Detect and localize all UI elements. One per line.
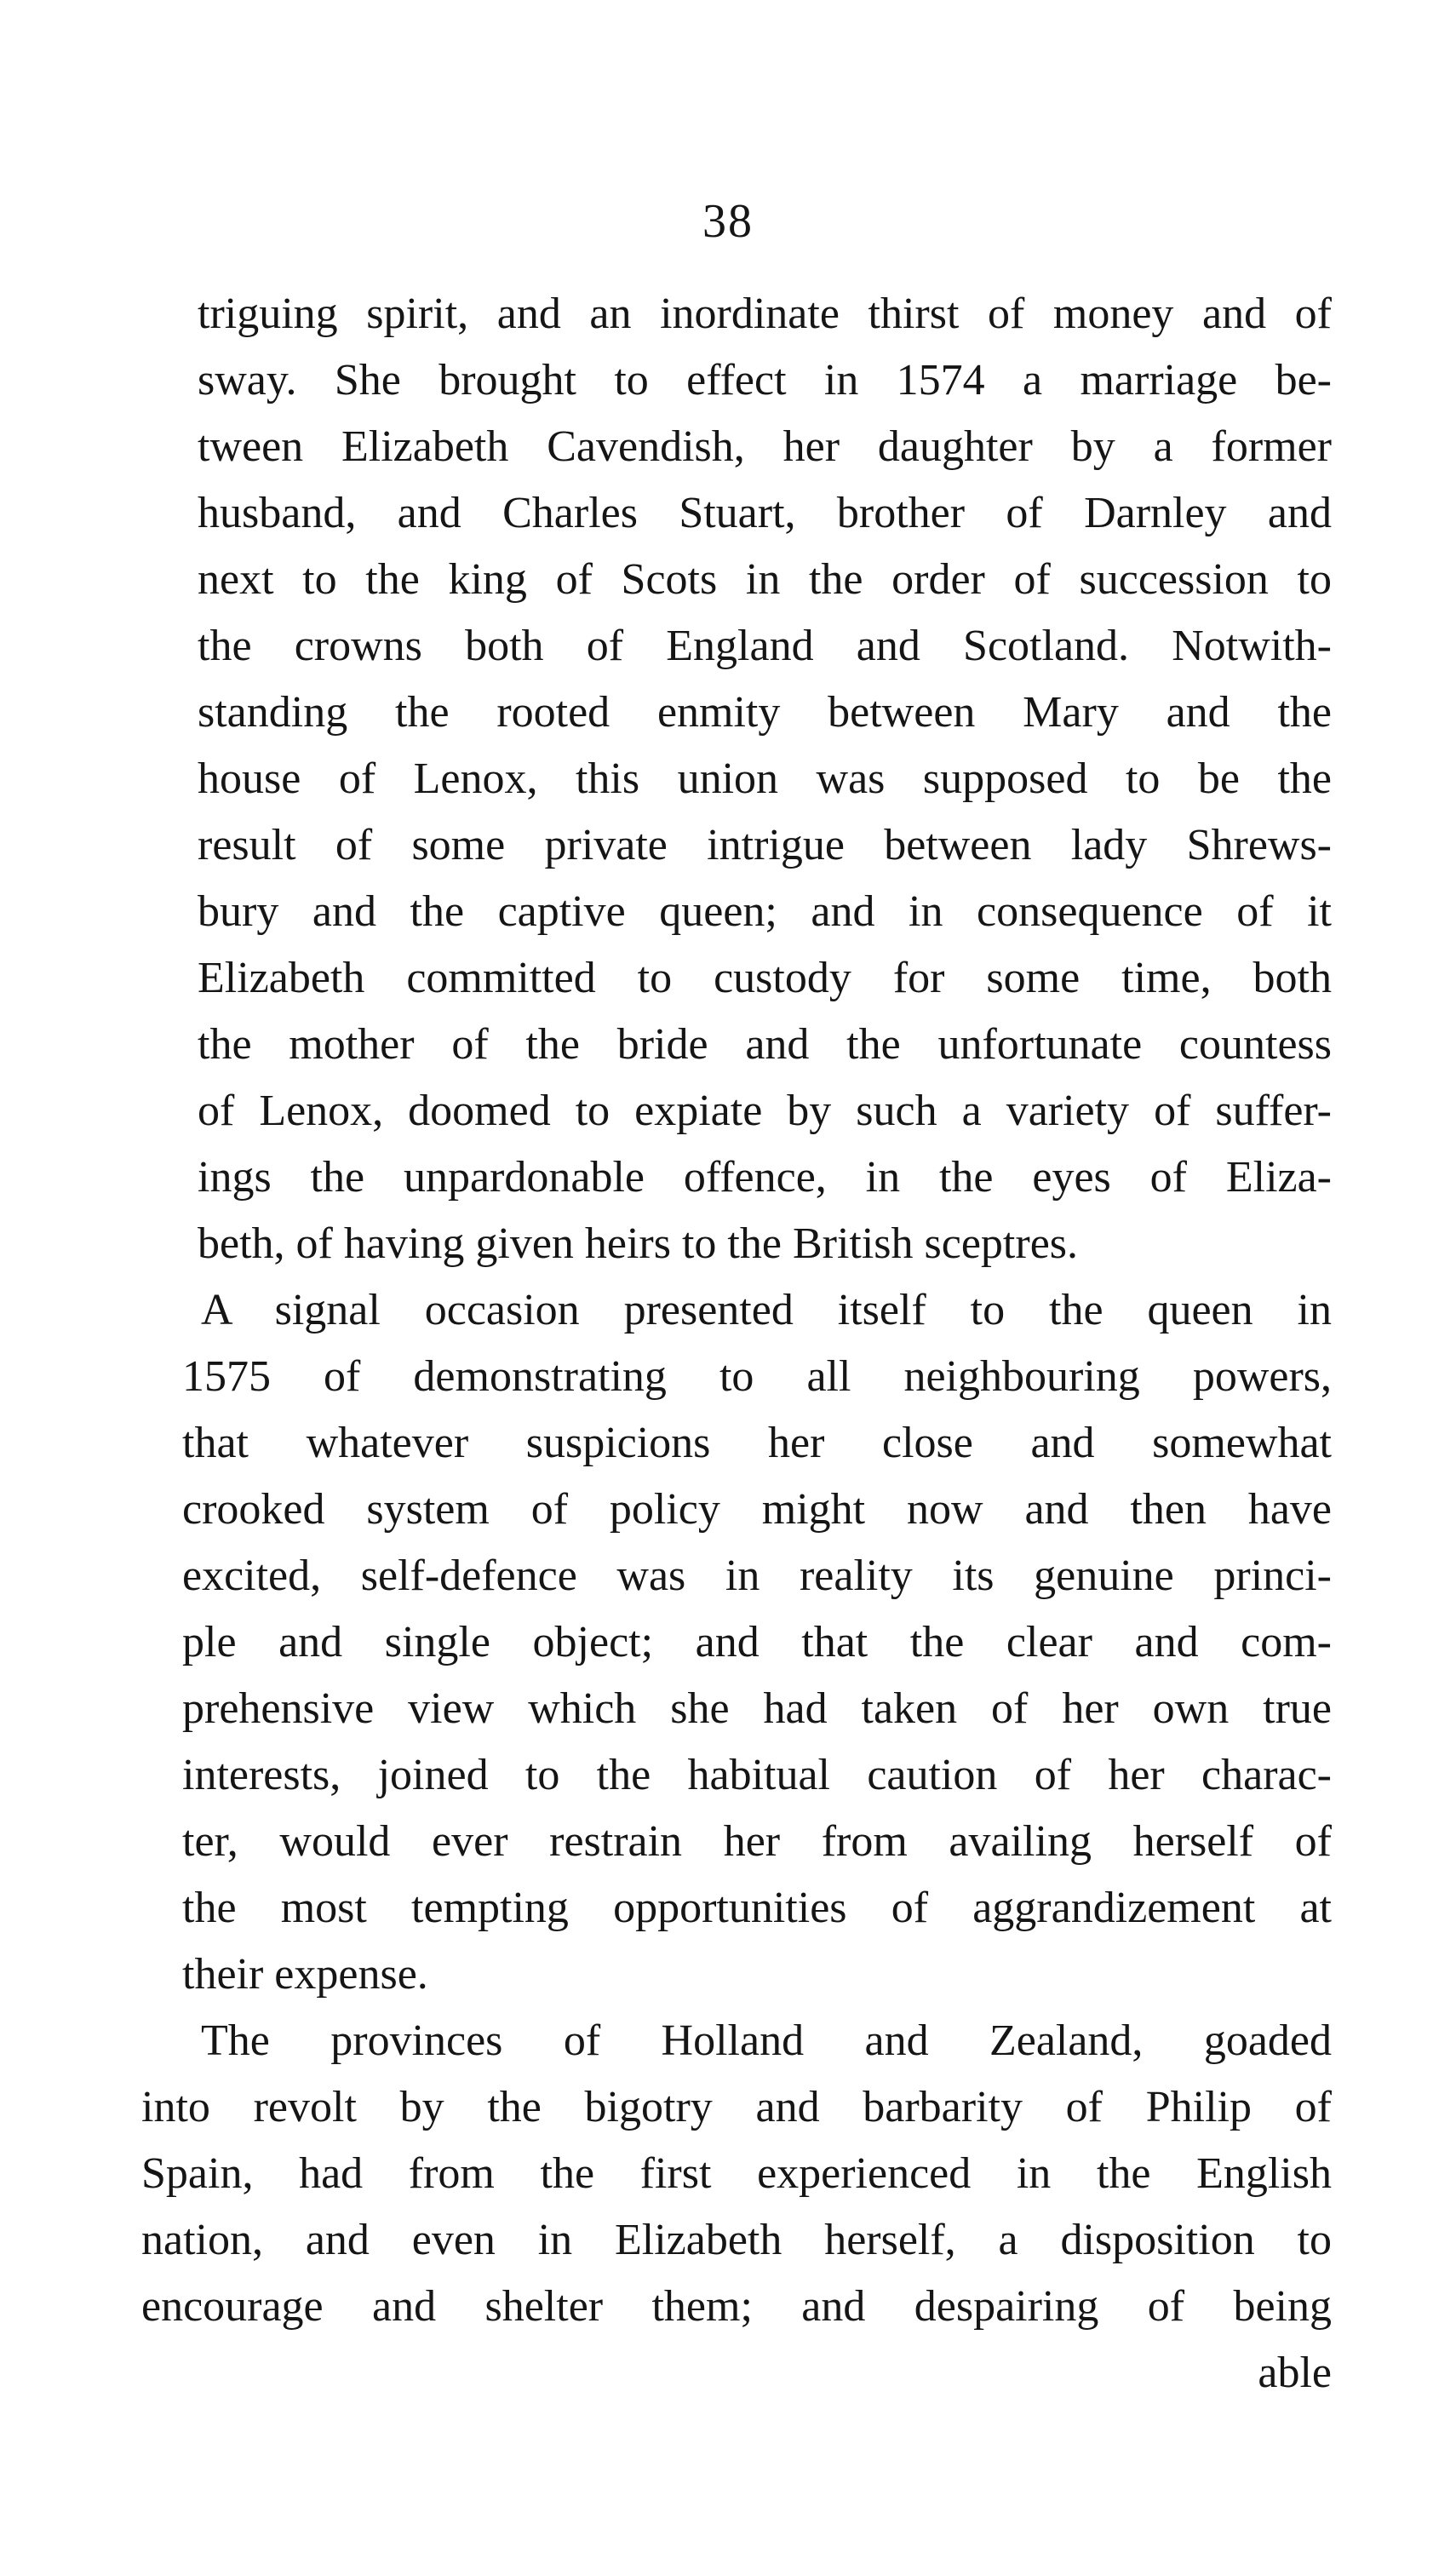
paragraph-start-line: A signal occasion presented itself to the queen in (201, 1286, 1332, 1334)
text-line: of Lenox, doomed to expiate by such a variety of suffer- (198, 1087, 1332, 1135)
text-line: excited, self-defence was in reality its genuine princi- (182, 1552, 1332, 1600)
text-line: encourage and shelter them; and despairing of being (141, 2282, 1332, 2331)
text-line: tween Elizabeth Cavendish, her daughter by a former (198, 422, 1332, 471)
text-line: ter, would ever restrain her from availing herself of (182, 1817, 1332, 1866)
text-line: nation, and even in Elizabeth herself, a disposition to (141, 2216, 1332, 2264)
text-line: husband, and Charles Stuart, brother of Darnley and (198, 489, 1332, 537)
text-line: next to the king of Scots in the order of succession to (198, 555, 1332, 604)
text-line: Elizabeth committed to custody for some time, both (198, 954, 1332, 1002)
text-line: 1575 of demonstrating to all neighbouring powers, (182, 1352, 1332, 1401)
text-line: their expense. (182, 1950, 428, 1999)
text-line: bury and the captive queen; and in consequence of it (198, 887, 1332, 936)
text-line: that whatever suspicions her close and somewhat (182, 1419, 1332, 1467)
text-line: prehensive view which she had taken of her own true (182, 1684, 1332, 1733)
text-line: triguing spirit, and an inordinate thirst of money and of (198, 290, 1332, 338)
page-number: 38 (702, 195, 754, 248)
text-line: interests, joined to the habitual caution of her charac- (182, 1751, 1332, 1799)
text-line: beth, of having given heirs to the British sceptres. (198, 1219, 1079, 1268)
text-line: crooked system of policy might now and then have (182, 1485, 1332, 1534)
catchword: able (1258, 2349, 1332, 2397)
text-line: result of some private intrigue between lady Shrews- (198, 821, 1332, 869)
text-line: ings the unpardonable offence, in the eyes of Eliza- (198, 1153, 1332, 1202)
text-line: sway. She brought to effect in 1574 a marriage be- (198, 356, 1332, 404)
text-line: into revolt by the bigotry and barbarity of Philip of (141, 2083, 1332, 2131)
text-line: ple and single object; and that the clear and com- (182, 1618, 1332, 1666)
text-line: house of Lenox, this union was supposed to be the (198, 754, 1332, 803)
text-line: standing the rooted enmity between Mary and the (198, 688, 1332, 737)
text-line: the crowns both of England and Scotland. Notwith- (198, 622, 1332, 670)
text-line: the mother of the bride and the unfortunate countess (198, 1020, 1332, 1069)
text-line: the most tempting opportunities of aggrandizement at (182, 1884, 1332, 1932)
text-line: Spain, had from the first experienced in the English (141, 2149, 1332, 2198)
paragraph-start-line: The provinces of Holland and Zealand, goaded (201, 2016, 1332, 2065)
